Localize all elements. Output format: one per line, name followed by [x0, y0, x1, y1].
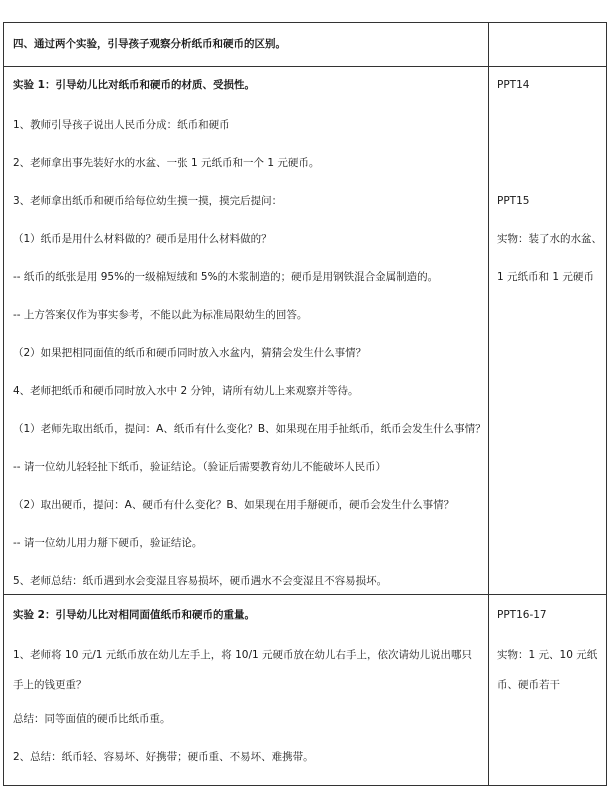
exp1-substep-1: （1）老师先取出纸币，提问：A、纸币有什么变化？B、如果现在用手扯纸币，纸币会发生什么事情？: [13, 423, 486, 435]
exp2-materials-line1: 实物：1 元、10 元纸: [497, 649, 598, 661]
exp1-answer-note: -- 上方答案仅作为事实参考，不能以此为标准局限幼生的回答。: [13, 309, 308, 321]
column-divider: [488, 22, 489, 786]
exp1-answer-1: -- 纸币的纸张是用 95%的一级棉短绒和 5%的木浆制造的；硬币是用钢铁混合金属制造的。: [13, 271, 439, 283]
exp1-step-4: 4、老师把纸币和硬币同时放入水中 2 分钟，请所有幼儿上来观察并等待。: [13, 385, 359, 397]
row-divider-heading: [3, 66, 607, 67]
exp2-materials-line2: 币、硬币若干: [497, 679, 560, 691]
exp1-ppt-a: PPT14: [497, 79, 530, 91]
exp1-step-3: 3、老师拿出纸币和硬币给每位幼生摸一摸，摸完后提问：: [13, 195, 283, 207]
experiment1-title: 实验 1：引导幼儿比对纸币和硬币的材质、受损性。: [13, 79, 255, 91]
exp2-step-1-cont: 手上的钱更重？: [13, 679, 87, 691]
experiment2-title: 实验 2：引导幼儿比对相同面值纸币和硬币的重量。: [13, 609, 255, 621]
exp1-question-2: （2）如果把相同面值的纸币和硬币同时放入水盆内，猜猜会发生什么事情？: [13, 347, 367, 359]
section-heading: 四、通过两个实验，引导孩子观察分析纸币和硬币的区别。: [13, 38, 286, 50]
exp2-step-1: 1、老师将 10 元/1 元纸币放在幼儿左手上，将 10/1 元硬币放在幼儿右手上，依次请幼儿说出哪只: [13, 649, 473, 661]
exp2-ppt: PPT16-17: [497, 609, 547, 621]
exp1-question-1: （1）纸币是用什么材料做的？硬币是用什么材料做的？: [13, 233, 272, 245]
exp1-verify-1: -- 请一位幼儿轻轻扯下纸币，验证结论。（验证后需要教育幼儿不能破坏人民币）: [13, 461, 387, 473]
exp1-ppt-b: PPT15: [497, 195, 530, 207]
exp1-step-2: 2、老师拿出事先装好水的水盆、一张 1 元纸币和一个 1 元硬币。: [13, 157, 320, 169]
lesson-plan-table: [3, 22, 607, 786]
exp2-summary-2: 2、总结：纸币轻、容易坏、好携带；硬币重、不易坏、难携带。: [13, 751, 314, 763]
exp2-summary-1: 总结：同等面值的硬币比纸币重。: [13, 713, 171, 725]
exp1-materials-line2: 1 元纸币和 1 元硬币: [497, 271, 594, 283]
exp1-verify-2: -- 请一位幼儿用力掰下硬币，验证结论。: [13, 537, 203, 549]
exp1-materials-line1: 实物：装了水的水盆、: [497, 233, 602, 245]
exp1-step-1: 1、教师引导孩子说出人民币分成：纸币和硬币: [13, 119, 230, 131]
row-divider-experiment2: [3, 594, 607, 595]
exp1-step-5: 5、老师总结：纸币遇到水会变湿且容易损坏，硬币遇水不会变湿且不容易损坏。: [13, 575, 388, 587]
exp1-substep-2: （2）取出硬币，提问：A、硬币有什么变化？B、如果现在用手掰硬币，硬币会发生什么事情？: [13, 499, 455, 511]
